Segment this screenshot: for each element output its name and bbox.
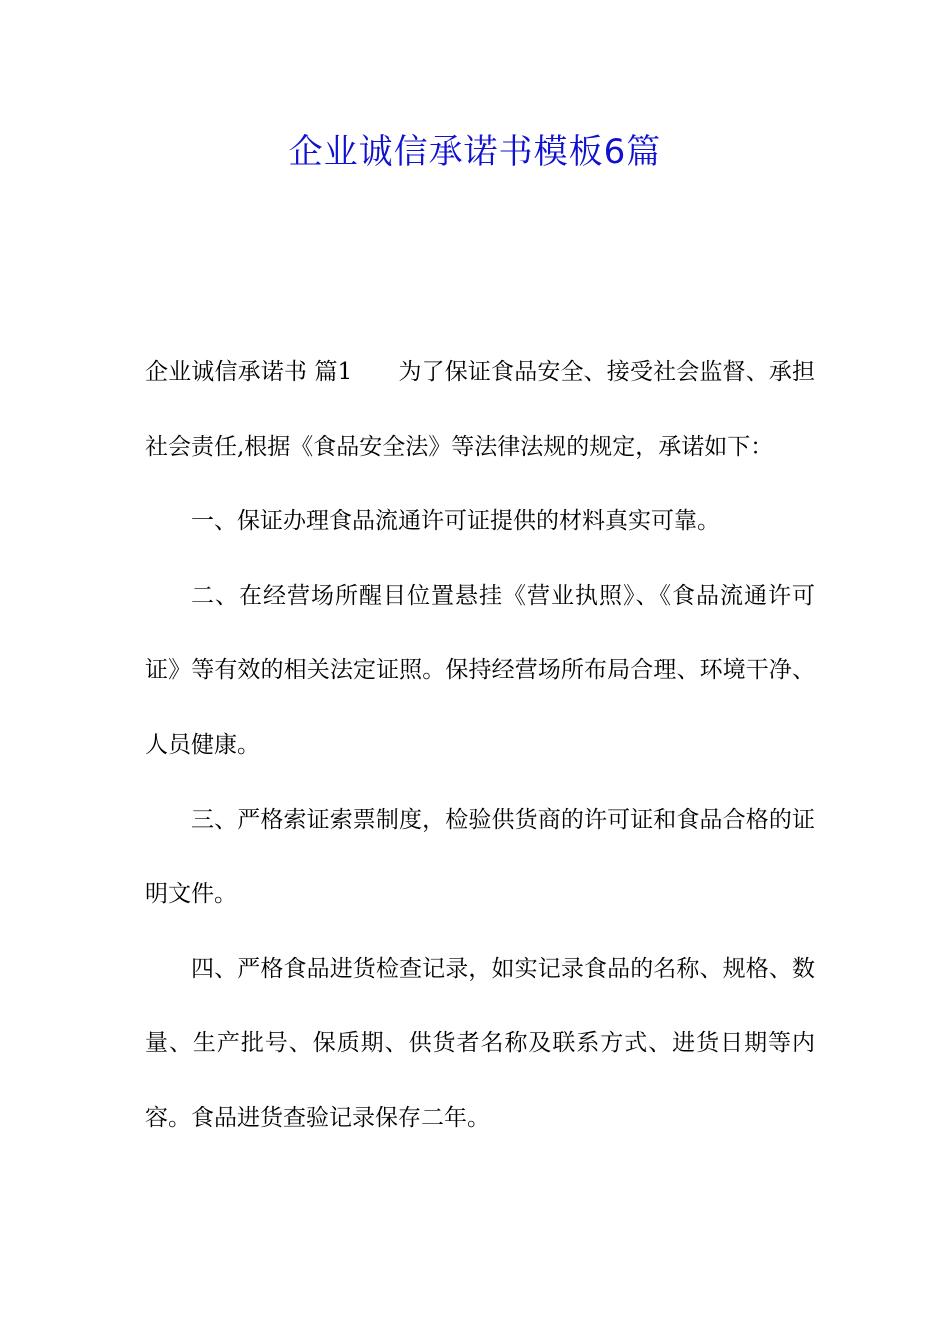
paragraph-1: 一、保证办理食品流通许可证提供的材料真实可靠。 (191, 508, 720, 535)
document-body (145, 335, 815, 1156)
paragraph-2: 二、在经营场所醒目位置悬挂《营业执照》、《食品流通许可证》等有效的相关法定证照。保持经营场所布局合理、环境干净、人员健康。 (145, 582, 815, 758)
intro-text: 为了保证食品安全、接受社会监督、承担社会责任,根据《食品安全法》等法律法规的规定，承诺如下： (145, 359, 815, 460)
intro-paragraph (145, 335, 815, 484)
paragraph-3: 三、严格索证索票制度，检验供货商的许可证和食品合格的证明文件。 (145, 806, 815, 908)
document-title: 企业诚信承诺书模板6篇 (288, 132, 662, 172)
section-label: 企业诚信承诺书 篇1 (145, 359, 353, 385)
paragraph-4: 四、严格食品进货检查记录，如实记录食品的名称、规格、数量、生产批号、保质期、供货者名称及联系方式、进货日期等内容。食品进货查验记录保存二年。 (145, 955, 815, 1131)
